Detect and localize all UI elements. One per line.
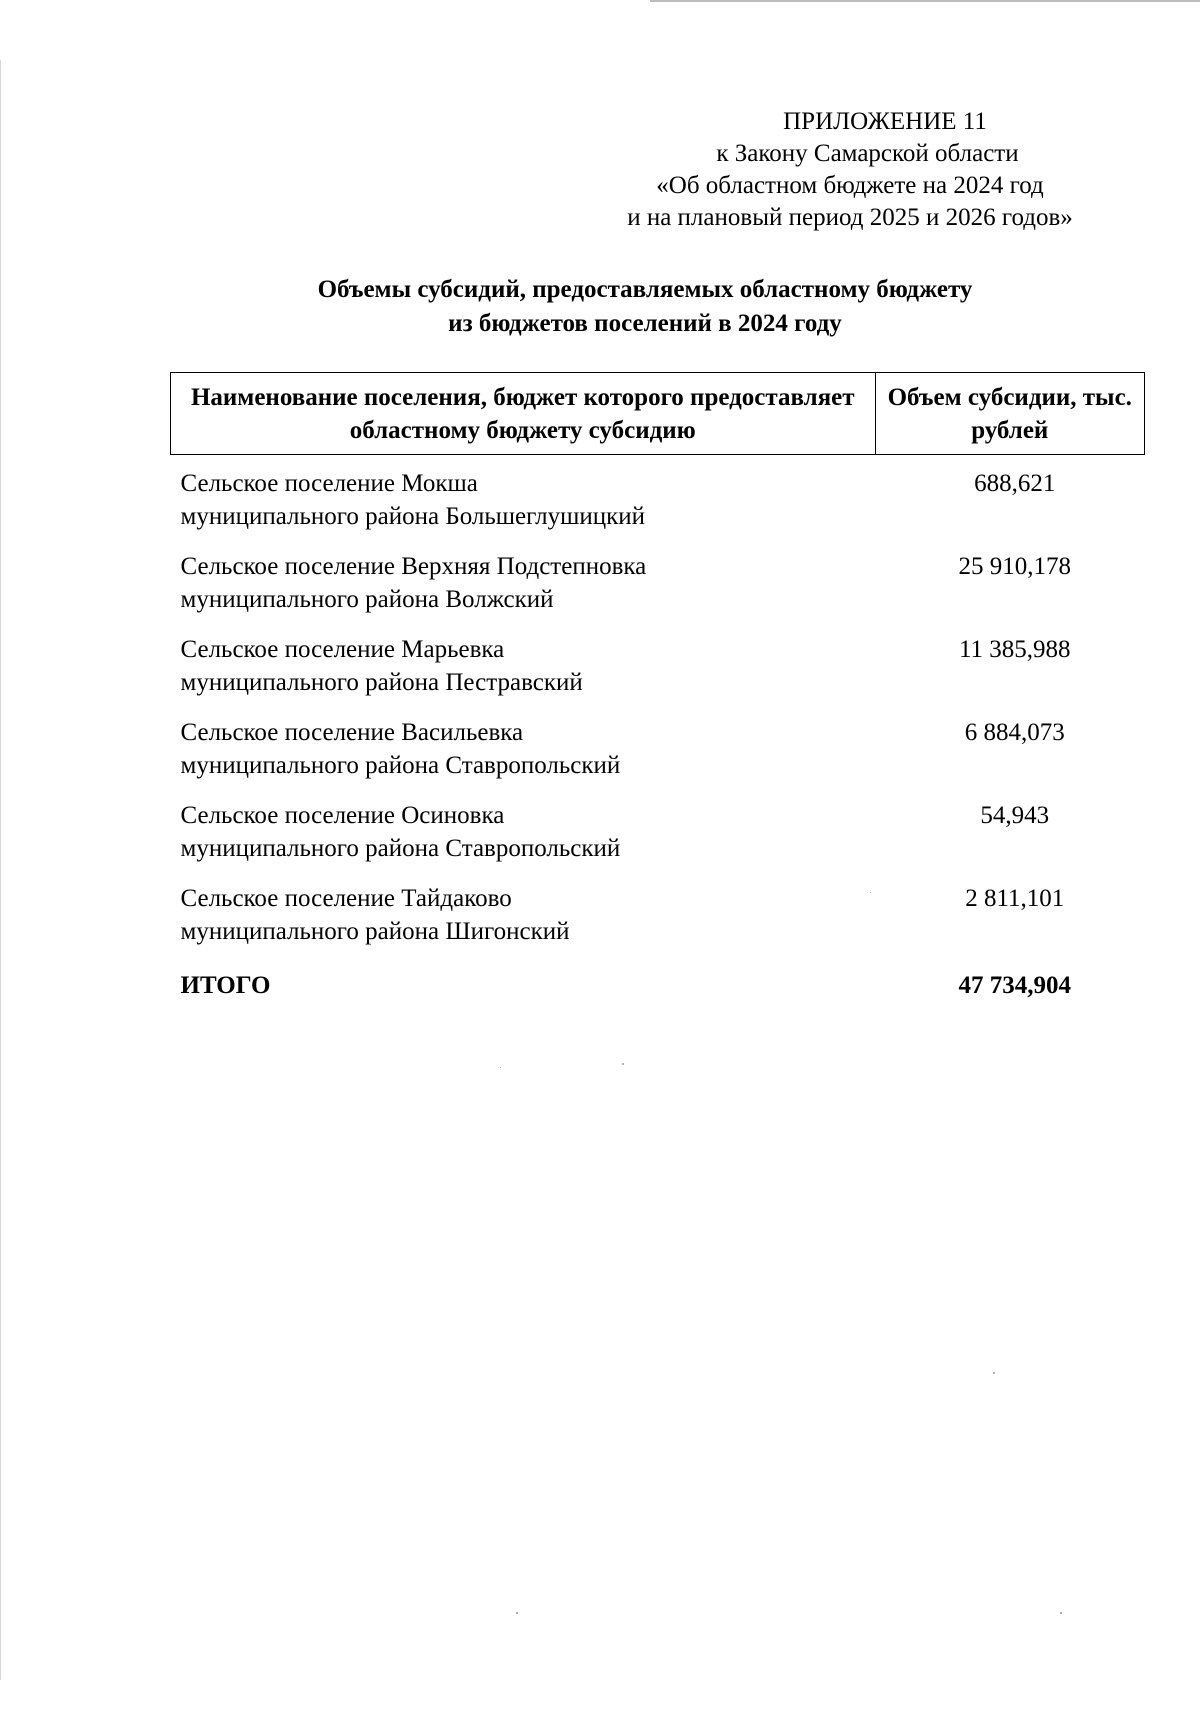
district-name: муниципального района Шигонский <box>180 918 570 945</box>
amount-cell: 25 910,178 <box>958 553 1072 580</box>
settlement-name: Сельское поселение Марьевка <box>180 636 505 663</box>
table-row <box>171 621 1145 704</box>
scan-edge-top <box>650 0 1200 2</box>
settlement-cell <box>171 455 876 539</box>
settlement-name: Сельское поселение Мокша <box>180 470 478 497</box>
scan-edge-left <box>0 60 1 1680</box>
title-line: Объемы субсидий, предоставляемых областному бюджету <box>317 276 973 303</box>
settlement-name: Сельское поселение Осиновка <box>180 802 505 829</box>
district-name: муниципального района Пестравский <box>180 669 583 696</box>
amount-cell: 11 385,988 <box>958 636 1071 663</box>
settlement-name: Сельское поселение Тайдаково <box>180 885 512 912</box>
scan-speck <box>622 1063 624 1065</box>
subsidy-table <box>170 372 1145 1007</box>
total-row <box>171 953 1145 1007</box>
table-row <box>171 870 1145 953</box>
appendix-number: ПРИЛОЖЕНИЕ 11 <box>783 108 987 135</box>
amount-cell: 688,621 <box>974 470 1056 497</box>
district-name: муниципального района Большеглушицкий <box>180 503 645 530</box>
district-name: муниципального района Ставропольский <box>180 835 621 862</box>
table-row <box>171 455 1145 539</box>
column-header-settlement: Наименование поселения, бюджет которого предоставляет областному бюджету субсидию <box>171 373 876 455</box>
total-label: ИТОГО <box>180 972 271 999</box>
amount-cell: 6 884,073 <box>964 719 1065 746</box>
settlement-cell <box>171 704 876 787</box>
settlement-cell <box>171 870 876 953</box>
title-line: из бюджетов поселений в 2024 году <box>448 310 842 337</box>
district-name: муниципального района Волжский <box>180 586 554 613</box>
document-title <box>150 273 1140 341</box>
settlement-cell <box>171 787 876 870</box>
scan-speck <box>500 1067 501 1068</box>
table-row <box>171 538 1145 621</box>
appendix-law-ref: к Закону Самарской области <box>716 140 1019 167</box>
settlement-cell <box>171 621 876 704</box>
amount-cell: 54,943 <box>980 802 1050 829</box>
column-header-amount: Объем субсидии, тыс. рублей <box>875 373 1144 455</box>
appendix-law-period: и на плановый период 2025 и 2026 годов» <box>627 204 1073 231</box>
settlement-name: Сельское поселение Верхняя Подстепновка <box>180 553 647 580</box>
table-row <box>171 704 1145 787</box>
scan-speck <box>1060 1612 1062 1614</box>
table-row <box>171 787 1145 870</box>
amount-cell: 2 811,101 <box>965 885 1065 912</box>
settlement-cell <box>171 538 876 621</box>
appendix-header <box>560 106 1140 234</box>
total-amount: 47 734,904 <box>958 972 1072 999</box>
appendix-law-title: «Об областном бюджете на 2024 год <box>656 172 1044 199</box>
scan-speck <box>516 1612 518 1614</box>
table-header-row <box>171 373 1145 455</box>
district-name: муниципального района Ставропольский <box>180 752 621 779</box>
scan-speck <box>993 1372 995 1374</box>
settlement-name: Сельское поселение Васильевка <box>180 719 524 746</box>
